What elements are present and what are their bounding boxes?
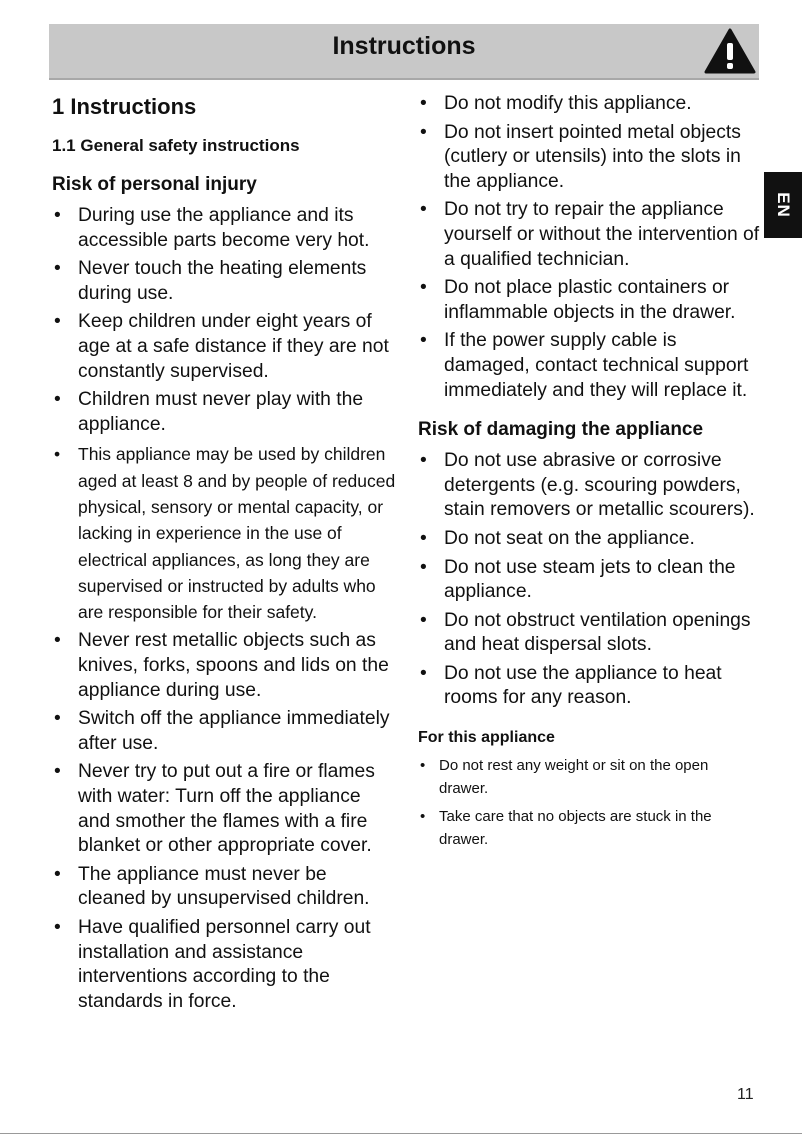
bullet-icon: • <box>54 708 61 730</box>
list-item-text: Do not try to repair the appliance yourself or without the intervention of a qualified technician. <box>444 199 760 270</box>
bullet-icon: • <box>54 389 61 411</box>
list-item <box>418 609 760 658</box>
page-title: Instructions <box>332 32 476 60</box>
bullet-icon: • <box>54 311 61 333</box>
damage-risk-list <box>418 449 760 711</box>
language-tab <box>764 172 802 238</box>
list-item-text: Never touch the heating elements during use. <box>78 258 367 304</box>
list-item-text: Do not use steam jets to clean the appliance. <box>444 556 736 603</box>
bullet-icon: • <box>420 757 426 775</box>
list-item <box>418 276 760 325</box>
list-item-text: Do not seat on the appliance. <box>444 527 695 549</box>
language-label: EN <box>774 192 793 218</box>
list-item-text: Do not use abrasive or corrosive detergents (e.g. scouring powders, stain removers or metallic scourers). <box>444 450 755 521</box>
list-item <box>52 707 397 756</box>
list-item-text: Do not insert pointed metal objects (cutlery or utensils) into the slots in the appliance. <box>444 121 741 192</box>
page-number: 11 <box>737 1086 754 1103</box>
list-item-text: Do not obstruct ventilation openings and heat dispersal slots. <box>444 609 751 656</box>
list-item-text: The appliance must never be cleaned by unsupervised children. <box>78 863 370 910</box>
list-item <box>52 388 397 437</box>
list-item-text: Children must never play with the appliance. <box>78 389 364 435</box>
list-item-text: If the power supply cable is damaged, contact technical support immediately and they will replace it. <box>444 330 749 401</box>
warning-triangle-icon <box>704 27 756 75</box>
bullet-icon: • <box>420 93 427 114</box>
personal-injury-heading: Risk of personal injury <box>52 174 257 195</box>
bullet-icon: • <box>420 662 427 684</box>
bullet-icon: • <box>54 761 61 783</box>
list-item <box>52 760 397 858</box>
bullet-icon: • <box>420 556 427 578</box>
right-column <box>418 92 760 857</box>
bullet-icon: • <box>420 450 427 472</box>
list-item-text: Take care that no objects are stuck in the drawer. <box>439 808 712 848</box>
damage-risk-heading: Risk of damaging the appliance <box>418 419 704 441</box>
list-item-text: Do not place plastic containers or inflammable objects in the drawer. <box>444 277 736 323</box>
bullet-icon: • <box>420 199 427 221</box>
bottom-divider <box>0 1133 802 1134</box>
list-item <box>52 629 397 703</box>
bullet-icon: • <box>420 527 427 549</box>
list-item-text: Never try to put out a fire or flames with water: Turn off the appliance and smother the flames with a fire blanket or other appropriate cover. <box>78 761 375 857</box>
list-item-text: Do not modify this appliance. <box>444 93 692 114</box>
list-item <box>418 329 760 403</box>
list-item-text: Do not use the appliance to heat rooms for any reason. <box>444 662 722 709</box>
bullet-icon: • <box>420 330 427 352</box>
bullet-icon: • <box>54 863 61 885</box>
list-item <box>52 204 397 253</box>
list-item-text: Have qualified personnel carry out installation and assistance interventions according to the standards in force. <box>78 916 371 1012</box>
list-item <box>418 662 760 711</box>
bullet-icon: • <box>54 630 61 652</box>
list-item <box>418 121 760 195</box>
list-item-text: This appliance may be used by children aged at least 8 and by people of reduced physical, sensory or mental capacity, or lacking in experience in the use of electrical appliances, as long they are supervised or instructed by adults who are responsible for their safety. <box>78 444 396 623</box>
list-item-text: During use the appliance and its accessible parts become very hot. <box>78 205 370 251</box>
list-item <box>418 92 760 117</box>
list-item-text: Keep children under eight years of age at a safe distance if they are not constantly supervised. <box>78 311 389 382</box>
list-item <box>52 257 397 306</box>
list-item <box>418 198 760 272</box>
list-item <box>418 556 760 605</box>
bullet-icon: • <box>420 277 427 299</box>
list-item <box>52 310 397 384</box>
bullet-icon: • <box>54 444 61 465</box>
section-title: 1 Instructions <box>52 94 197 119</box>
subsection-title: 1.1 General safety instructions <box>52 136 300 155</box>
list-item <box>418 527 760 552</box>
appliance-list <box>418 755 760 851</box>
bullet-icon: • <box>420 609 427 631</box>
list-item-text: Do not rest any weight or sit on the open drawer. <box>439 757 709 797</box>
bullet-icon: • <box>54 258 61 280</box>
bullet-icon: • <box>420 808 426 826</box>
list-item-text: Switch off the appliance immediately after use. <box>78 708 390 754</box>
bullet-icon: • <box>420 121 427 143</box>
left-column <box>52 92 397 1018</box>
list-item <box>418 806 760 851</box>
bullet-icon: • <box>54 205 61 226</box>
list-item <box>52 441 397 625</box>
list-item <box>52 863 397 912</box>
list-item-text: Never rest metallic objects such as knives, forks, spoons and lids on the appliance during use. <box>78 630 389 701</box>
bullet-icon: • <box>54 916 61 938</box>
list-item <box>418 449 760 523</box>
list-item <box>52 916 397 1014</box>
for-this-appliance-heading: For this appliance <box>418 729 555 747</box>
personal-injury-list <box>52 204 397 1014</box>
header-bar <box>49 24 759 80</box>
list-item <box>418 755 760 800</box>
general-safety-list-continued <box>418 92 760 403</box>
